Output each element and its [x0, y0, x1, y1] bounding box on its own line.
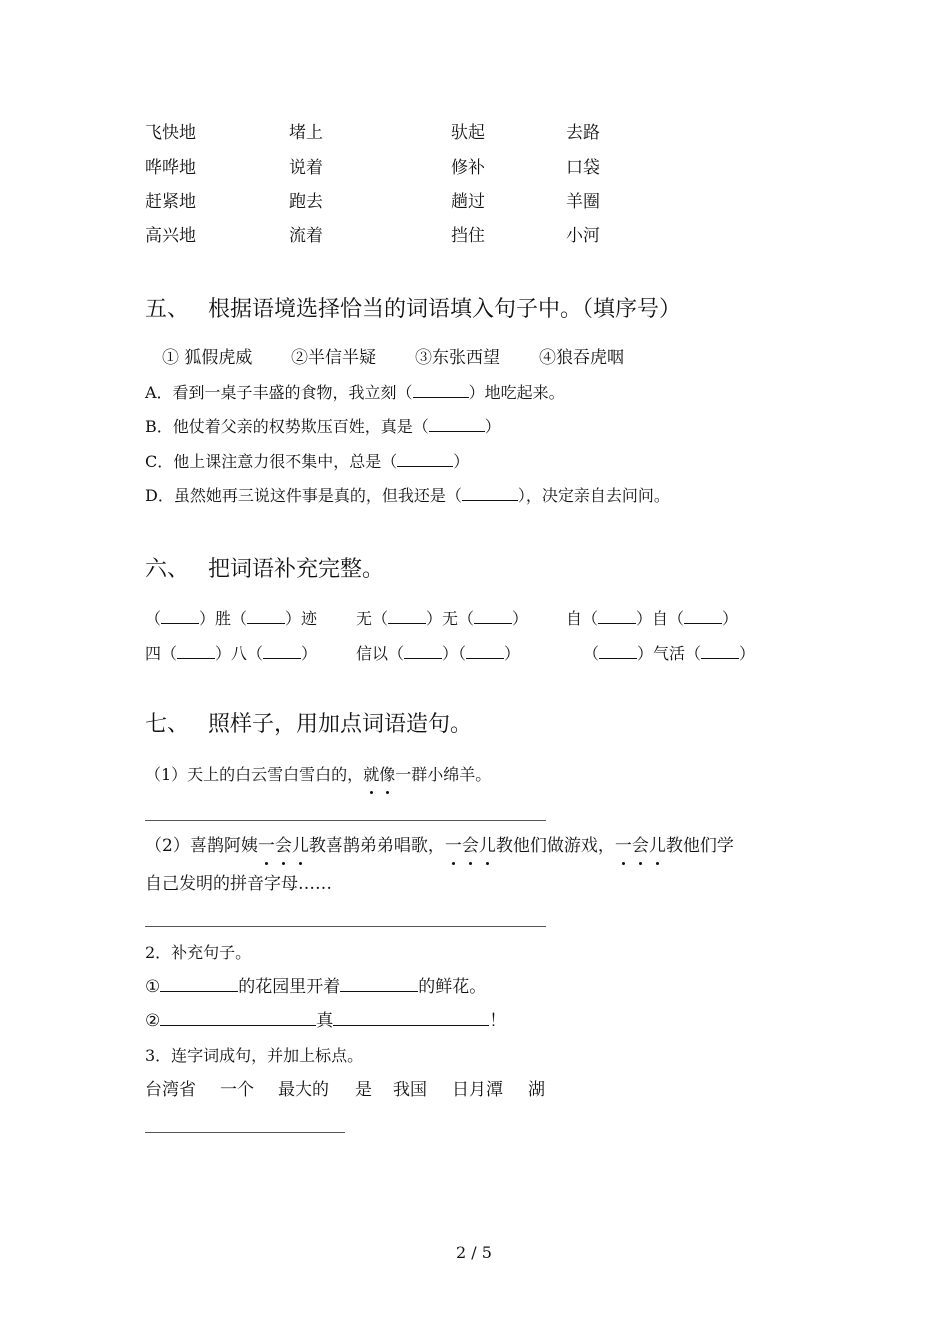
question-a-text-end: ）地吃起来。 [468, 383, 565, 402]
idiom-blank[interactable] [701, 644, 739, 659]
section5-question-b [145, 415, 501, 439]
scrambled-word: 是 [355, 1080, 372, 1100]
complete-sentence-1 [145, 975, 486, 999]
complete-sentence-2 [145, 1009, 506, 1033]
idiom-item [145, 642, 317, 666]
dotted-char: 儿 [648, 836, 666, 856]
idiom-text: 四（ [145, 644, 178, 663]
scrambled-word: 我国 [393, 1080, 427, 1100]
sentence-text: （1）天上的白云雪白雪白的， [145, 765, 364, 784]
section5-question-d [145, 484, 670, 508]
sentence-blank[interactable] [160, 1011, 316, 1026]
dotted-char: 会 [274, 836, 292, 856]
sentence-text: ② [145, 1011, 161, 1031]
idiom-blank[interactable] [177, 644, 215, 659]
idiom-text: ）气活（ [637, 644, 702, 663]
sentence-blank[interactable] [160, 977, 238, 992]
part3-title: 3．连字词成句，并加上标点。 [145, 1046, 364, 1065]
idiom-text: ）迹 [285, 609, 318, 628]
scrambled-word: 湖 [528, 1080, 545, 1100]
answer-blank[interactable] [397, 452, 453, 467]
section6-title: 把词语补充完整。 [208, 557, 385, 582]
idiom-text: 无（ [356, 609, 389, 628]
answer-line[interactable] [145, 926, 546, 927]
sentence-text: 一群小绵羊。 [395, 765, 492, 784]
dotted-char: 儿 [478, 836, 496, 856]
section5-question-a [145, 381, 565, 405]
dotted-char: 一 [614, 836, 632, 856]
section7-number: 七、 [145, 712, 190, 737]
question-d-text-end: ），决定亲自去问问。 [517, 486, 670, 505]
word-col3-item: 驮起 [451, 123, 485, 143]
word-col3-item: 趟过 [451, 192, 485, 212]
sentence-text: 真 [316, 1011, 334, 1031]
part2-title: 2．补充句子。 [145, 943, 252, 962]
word-col2-item: 堵上 [289, 123, 323, 143]
answer-line[interactable] [145, 820, 546, 821]
idiom-text: ） [301, 644, 318, 663]
idiom-blank[interactable] [247, 609, 285, 624]
section5-title: 根据语境选择恰当的词语填入句子中。（填序号） [208, 297, 682, 322]
question-d-text: D．虽然她再三说这件事是真的，但我还是（ [145, 486, 462, 505]
answer-blank[interactable] [413, 383, 469, 398]
answer-blank[interactable] [462, 486, 518, 501]
word-col2-item: 流着 [289, 226, 323, 246]
dotted-char: 就 [363, 763, 379, 787]
idiom-blank[interactable] [599, 644, 637, 659]
sentence-text: ！ [489, 1011, 507, 1031]
idiom-item [145, 607, 317, 631]
word-col4-item: 口袋 [566, 158, 600, 178]
word-col3-item: 挡住 [451, 226, 485, 246]
idiom-text: 信以（ [356, 644, 405, 663]
idiom-text: ） [512, 609, 529, 628]
question-c-text: C．他上课注意力很不集中，总是（ [145, 452, 398, 471]
word-col4-item: 羊圈 [566, 192, 600, 212]
idiom-text: ） [739, 644, 756, 663]
idiom-text: ）胜（ [199, 609, 248, 628]
scrambled-word: 台湾省 [145, 1080, 196, 1100]
section5-option: ②半信半疑 [291, 348, 376, 368]
section5-option: ④狼吞虎咽 [539, 348, 624, 368]
sentence-text: 教他们学 [665, 836, 734, 856]
dotted-char: 儿 [291, 836, 309, 856]
section5-question-c [145, 450, 469, 474]
idiom-text: ） [722, 609, 739, 628]
question-c-text-end: ） [453, 452, 470, 471]
section6-number: 六、 [145, 557, 190, 582]
scrambled-word: 日月潭 [452, 1080, 503, 1100]
idiom-text: ） [504, 644, 521, 663]
sentence-text: 的花园里开着 [238, 977, 341, 997]
word-col1-item: 高兴地 [145, 226, 196, 246]
section5-option: ① 狐假虎威 [162, 348, 253, 368]
sentence-blank[interactable] [340, 977, 418, 992]
idiom-blank[interactable] [598, 609, 636, 624]
word-col4-item: 小河 [566, 226, 600, 246]
idiom-text: 自（ [566, 609, 599, 628]
scrambled-word: 最大的 [278, 1080, 329, 1100]
scrambled-word: 一个 [220, 1080, 254, 1100]
idiom-blank[interactable] [263, 644, 301, 659]
question-b-text: B．他仗着父亲的权势欺压百姓，真是（ [145, 417, 429, 436]
idiom-item [566, 607, 738, 631]
answer-blank[interactable] [429, 417, 485, 432]
dotted-char: 会 [461, 836, 479, 856]
sentence-blank[interactable] [333, 1011, 489, 1026]
sentence-text: ① [145, 977, 161, 997]
answer-line[interactable] [145, 1132, 345, 1133]
word-col1-item: 哗哗地 [145, 158, 196, 178]
idiom-text: （ [583, 644, 600, 663]
idiom-item [356, 607, 528, 631]
example-sentence-2 [145, 834, 734, 858]
section5-option: ③东张西望 [415, 348, 500, 368]
idiom-text: ）无（ [426, 609, 475, 628]
section5-number: 五、 [145, 297, 190, 322]
word-col1-item: 赶紧地 [145, 192, 196, 212]
sentence-text: （2）喜鹊阿姨 [145, 836, 258, 856]
idiom-blank[interactable] [684, 609, 722, 624]
idiom-text: ）（ [442, 644, 467, 663]
example-sentence-1 [145, 763, 491, 787]
idiom-item [583, 642, 755, 666]
idiom-text: （ [145, 609, 162, 628]
section7-heading [145, 710, 472, 740]
section7-title: 照样子，用加点词语造句。 [208, 712, 473, 737]
sentence-text: 教他们做游戏， [495, 836, 615, 856]
dotted-char: 像 [379, 763, 395, 787]
page-number: 2 / 5 [456, 1243, 492, 1262]
sentence-text: 的鲜花。 [418, 977, 487, 997]
word-col4-item: 去路 [566, 123, 600, 143]
idiom-text: ）自（ [636, 609, 685, 628]
word-col1-item: 飞快地 [145, 123, 196, 143]
dotted-char: 一 [257, 836, 275, 856]
idiom-blank[interactable] [161, 609, 199, 624]
section6-heading [145, 555, 384, 585]
idiom-text: ）八（ [215, 644, 264, 663]
example-sentence-2-line2: 自己发明的拼音字母…… [145, 874, 332, 894]
question-b-text-end: ） [484, 417, 501, 436]
section5-heading [145, 295, 681, 325]
question-a-text: A．看到一桌子丰盛的食物，我立刻（ [145, 383, 413, 402]
word-col2-item: 跑去 [289, 192, 323, 212]
idiom-item [356, 642, 520, 666]
dotted-char: 一 [444, 836, 462, 856]
word-col2-item: 说着 [289, 158, 323, 178]
idiom-blank[interactable] [474, 609, 512, 624]
dotted-char: 会 [631, 836, 649, 856]
idiom-blank[interactable] [388, 609, 426, 624]
word-col3-item: 修补 [451, 158, 485, 178]
idiom-blank[interactable] [466, 644, 504, 659]
idiom-blank[interactable] [404, 644, 442, 659]
sentence-text: 教喜鹊弟弟唱歌， [308, 836, 445, 856]
